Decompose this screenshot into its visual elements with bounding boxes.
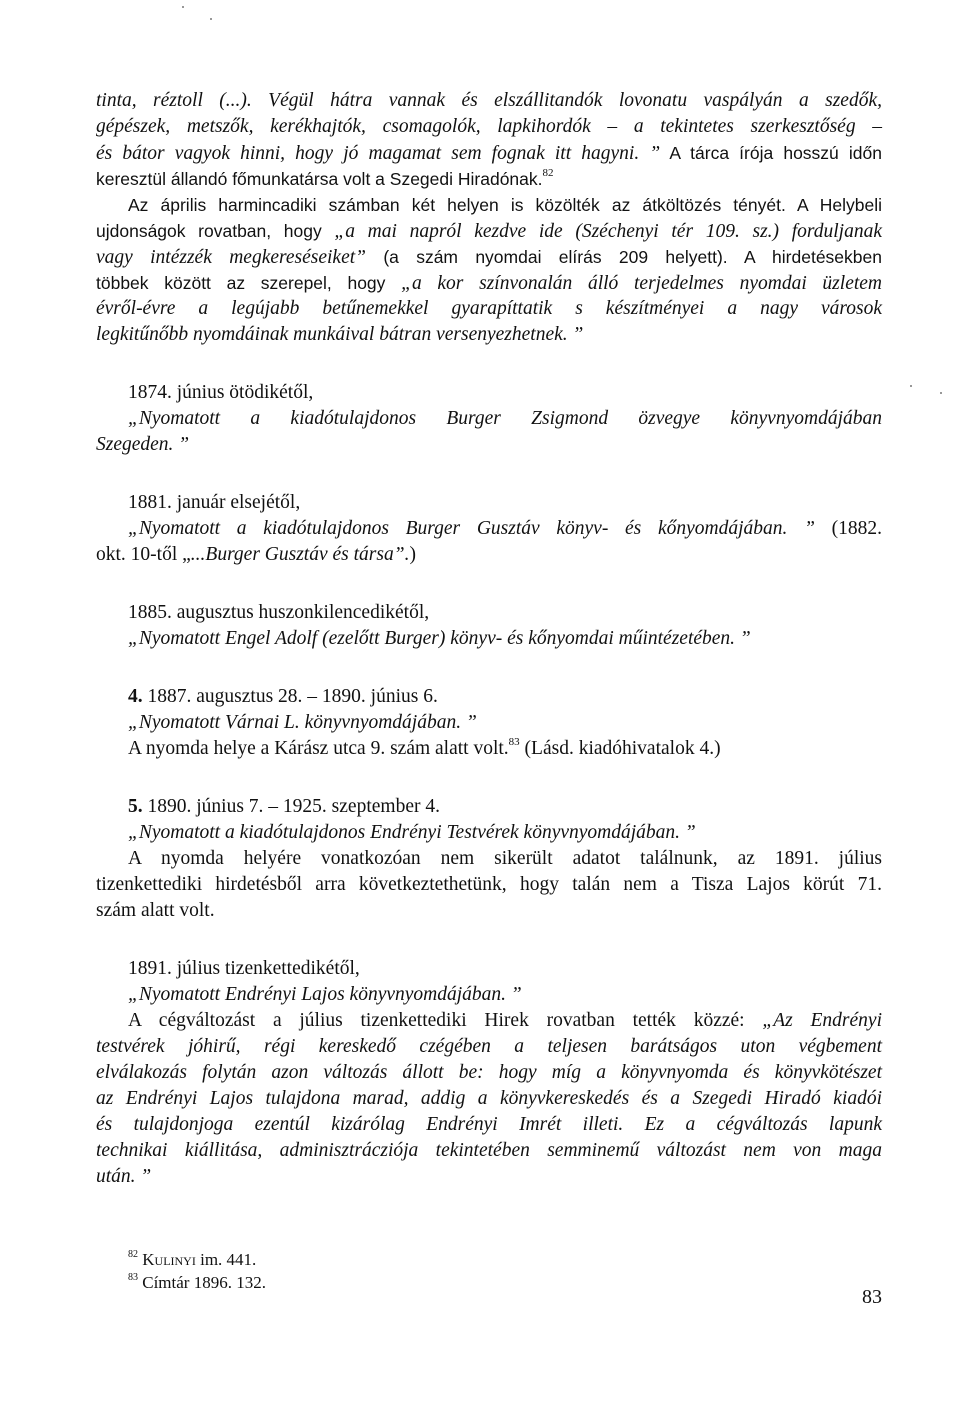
paragraph-gap bbox=[96, 1190, 882, 1248]
text-line bbox=[96, 432, 882, 458]
entry-number: 5. bbox=[128, 796, 143, 817]
text-line bbox=[96, 736, 882, 762]
italic-text: elválakozás folytán azon változás állott be: hogy míg a könyvnyomda és könyvkötészet bbox=[96, 1062, 882, 1083]
italic-text: „Nyomatott Endrényi Lajos könyvnyomdájában. ” bbox=[128, 984, 522, 1005]
text-line bbox=[96, 1060, 882, 1086]
text-line bbox=[96, 270, 882, 296]
date-text: 1874. június ötödikétől, bbox=[128, 382, 314, 403]
italic-text: Szegeden. ” bbox=[96, 434, 190, 455]
text-line bbox=[96, 872, 882, 898]
plain-text: szám alatt volt. bbox=[96, 900, 215, 921]
paragraph-gap bbox=[96, 924, 882, 956]
footnote-text: im. 441. bbox=[195, 1250, 257, 1269]
italic-text: gépészek, metszők, kerékhajtók, csomagolók, lapkihordók – a tekintetes szerkesztőség – bbox=[96, 116, 882, 137]
paragraph-gap bbox=[96, 568, 882, 600]
italic-text: „Nyomatott a kiadótulajdonos Burger Gusztáv könyv- és kőnyomdájában. ” bbox=[128, 518, 815, 539]
italic-text: „Az Endrényi bbox=[762, 1010, 882, 1031]
text-line bbox=[96, 626, 882, 652]
italic-text: tinta, réztoll (...). Végül hátra vannak és elszállitandók lovonatu vaspályán a szedők, bbox=[96, 90, 882, 111]
text-line bbox=[96, 1086, 882, 1112]
plain-text: A cégváltozást a július tizenkettediki Hirek rovatban tették közzé: bbox=[128, 1010, 763, 1031]
text-line bbox=[96, 820, 882, 846]
footnote-number: 82 bbox=[128, 1249, 138, 1260]
italic-text: az Endrényi Lajos tulajdona marad, addig a könyvkereskedés és a Szegedi Hiradó kiadói bbox=[96, 1088, 882, 1109]
entry-heading bbox=[96, 684, 882, 710]
footnote bbox=[96, 1248, 882, 1271]
italic-text: „Nyomatott a kiadótulajdonos Burger Zsigmond özvegye könyvnyomdájában bbox=[128, 408, 882, 429]
italic-text: legkitűnőbb nyomdáinak munkáival bátran versenyezhetnek. ” bbox=[96, 324, 584, 345]
text-line bbox=[96, 982, 882, 1008]
entry-heading bbox=[96, 794, 882, 820]
italic-text: „Nyomatott Várnai L. könyvnyomdájában. ” bbox=[128, 712, 477, 733]
paragraph-gap bbox=[96, 458, 882, 490]
text-line bbox=[96, 296, 882, 322]
footnote-ref[interactable]: 83 bbox=[508, 736, 520, 748]
plain-text: keresztül állandó főmunkatársa volt a Szegedi Hiradónak. bbox=[96, 169, 543, 189]
text-line bbox=[96, 1034, 882, 1060]
footnote-author: Kulinyi bbox=[142, 1250, 196, 1269]
page-number: 83 bbox=[862, 1286, 882, 1308]
plain-text: A nyomda helyére vonatkozóan nem sikerült adatot találnunk, az 1891. július bbox=[128, 848, 882, 869]
italic-text: „Nyomatott a kiadótulajdonos Endrényi Testvérek könyvnyomdájában. ” bbox=[128, 822, 696, 843]
text-line bbox=[96, 1112, 882, 1138]
text-line bbox=[96, 1138, 882, 1164]
italic-text: „Nyomatott Engel Adolf (ezelőtt Burger) könyv- és kőnyomdai műintézetében. ” bbox=[128, 628, 751, 649]
scan-speck bbox=[940, 392, 942, 394]
plain-text: tizenkettediki hirdetésből arra következtethetünk, hogy talán nem a Tisza Lajos körút 71. bbox=[96, 874, 882, 895]
date-text: 1890. június 7. – 1925. szeptember 4. bbox=[142, 796, 440, 817]
italic-text: után. ” bbox=[96, 1166, 152, 1187]
italic-text: „a kor színvonalán álló terjedelmes nyomdai üzletem bbox=[401, 273, 882, 294]
text-line bbox=[96, 140, 882, 166]
italic-text: testvérek jóhirű, régi kereskedő czégében a teljesen barátságos uton végbement bbox=[96, 1036, 882, 1057]
italic-text: évről-évre a legújabb betűnemekkel gyarapíttatik s készítményei a nagy városok bbox=[96, 298, 882, 319]
footnote-ref[interactable]: 82 bbox=[542, 167, 554, 179]
text-line bbox=[96, 88, 882, 114]
scan-speck bbox=[210, 18, 212, 20]
entry-date bbox=[96, 956, 882, 982]
plain-text: okt. 10-től „ bbox=[96, 544, 191, 565]
plain-text: többek között az szerepel, hogy bbox=[96, 273, 402, 293]
date-text: 1885. augusztus huszonkilencedikétől, bbox=[128, 602, 430, 623]
text-line bbox=[96, 1164, 882, 1190]
entry-date bbox=[96, 490, 882, 516]
italic-text: „a mai napról kezdve ide (Széchenyi tér 109. sz.) forduljanak bbox=[334, 221, 882, 242]
plain-text: (Lásd. kiadóhivatalok 4.) bbox=[519, 738, 721, 759]
scan-speck bbox=[910, 385, 912, 387]
footnote bbox=[96, 1271, 882, 1294]
italic-text: vagy intézzék megkereséseiket” bbox=[96, 247, 366, 268]
text-line bbox=[96, 114, 882, 140]
plain-text: ) bbox=[409, 544, 416, 565]
italic-text: és bátor vagyok hinni, hogy jó magamat sem fognak itt hagyni. ” bbox=[96, 143, 661, 164]
document-page bbox=[96, 88, 882, 1294]
text-line bbox=[96, 542, 882, 568]
text-line bbox=[96, 1008, 882, 1034]
entry-date bbox=[96, 380, 882, 406]
entry-date bbox=[96, 600, 882, 626]
text-line bbox=[96, 898, 882, 924]
text-line bbox=[96, 322, 882, 348]
text-line bbox=[96, 406, 882, 432]
date-text: 1891. július tizenkettedikétől, bbox=[128, 958, 360, 979]
italic-text: és tulajdonjoga ezentúl kizárólag Endrényi Imrét illeti. Ez a cégváltozás lapunk bbox=[96, 1114, 882, 1135]
italic-text: technikai kiállitása, adminisztrácziója tekintetében semminemű változást nem von maga bbox=[96, 1140, 882, 1161]
text-line bbox=[96, 166, 882, 192]
text-line bbox=[96, 192, 882, 218]
text-line bbox=[96, 846, 882, 872]
plain-text: A tárca írója hosszú időn bbox=[660, 143, 882, 163]
plain-text: Az április harmincadiki számban két helyen is közölték az átköltözés tényét. A Helybeli bbox=[128, 195, 882, 215]
text-line bbox=[96, 710, 882, 736]
footnote-text: Címtár 1896. 132. bbox=[142, 1273, 266, 1292]
plain-text: A nyomda helye a Kárász utca 9. szám alatt volt. bbox=[128, 738, 509, 759]
paragraph-gap bbox=[96, 762, 882, 794]
text-line bbox=[96, 516, 882, 542]
footnote-number: 83 bbox=[128, 1272, 138, 1283]
text-line bbox=[96, 218, 882, 244]
plain-text: (a szám nyomdai elírás 209 helyett). A hirdetésekben bbox=[366, 247, 882, 267]
italic-text: ...Burger Gusztáv és társa”. bbox=[190, 544, 410, 565]
plain-text: (1882. bbox=[814, 518, 883, 539]
paragraph-gap bbox=[96, 348, 882, 380]
date-text: 1881. január elsejétől, bbox=[128, 492, 301, 513]
scan-speck bbox=[182, 6, 184, 8]
paragraph-gap bbox=[96, 652, 882, 684]
plain-text: ujdonságok rovatban, hogy bbox=[96, 221, 335, 241]
text-line bbox=[96, 244, 882, 270]
entry-number: 4. bbox=[128, 686, 143, 707]
date-text: 1887. augusztus 28. – 1890. június 6. bbox=[142, 686, 438, 707]
